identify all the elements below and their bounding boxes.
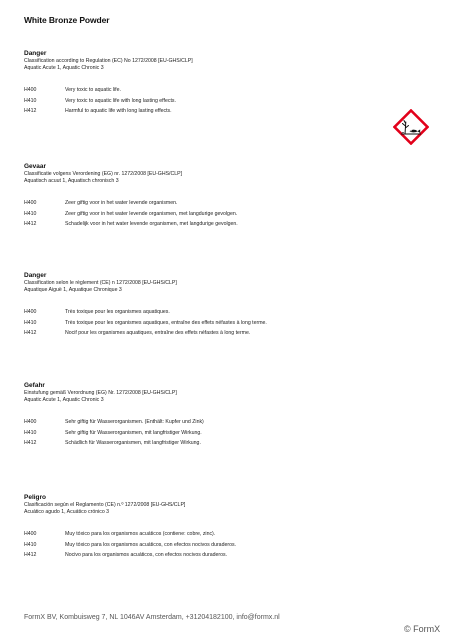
hazard-classes: Aquatic Acute 1, Aquatic Chronic 3 — [24, 396, 104, 403]
hazard-text: Sehr giftig für Wasserorganismen, mit langfristiger Wirkung. — [65, 429, 202, 436]
hazard-code: H412 — [24, 221, 37, 228]
classification-regulation: Classification selon le règlement (CE) n 1272/2008 [EU-GHS/CLP] — [24, 280, 177, 286]
signal-word: Peligro — [24, 494, 47, 501]
hazard-section-en — [24, 50, 424, 117]
hazard-statement — [24, 540, 424, 551]
hazard-code: H400 — [24, 531, 37, 538]
hazard-text: Très toxique pour les organismes aquatiques. — [65, 309, 170, 316]
hazard-code: H412 — [24, 440, 37, 447]
hazard-text: Schadelijk voor in het water levende organismen, met langdurige gevolgen. — [65, 221, 238, 228]
hazard-statement — [24, 106, 424, 117]
hazard-statement — [24, 219, 424, 230]
hazard-text: Harmful to aquatic life with long lasting effects. — [65, 108, 172, 115]
hazard-text: Nocivo para los organismos acuáticos, con efectos nocivos duraderos. — [65, 552, 228, 559]
hazard-statement — [24, 198, 424, 209]
hazard-statement — [24, 209, 424, 220]
hazard-code: H400 — [24, 200, 37, 207]
hazard-text: Zeer giftig voor in het water levende organismen. — [65, 200, 178, 207]
signal-word: Gevaar — [24, 163, 47, 170]
hazard-section-es — [24, 494, 424, 561]
hazard-code: H410 — [24, 210, 37, 217]
hazard-statements — [24, 198, 424, 230]
signal-word: Danger — [24, 272, 47, 279]
hazard-text: Muy tóxico para los organismos acuáticos, con efectos nocivos duraderos. — [65, 541, 236, 548]
hazard-text: Muy tóxico para los organismos acuáticos (contiene: cobre, zinc). — [65, 531, 216, 538]
ghs09-environment-icon — [393, 109, 429, 145]
hazard-code: H412 — [24, 108, 37, 115]
hazard-text: Très toxique pour les organismes aquatiques, entraîne des effets néfastes à long terme. — [65, 319, 267, 326]
hazard-statement — [24, 318, 424, 329]
hazard-statement — [24, 428, 424, 439]
hazard-classes: Acuático agudo 1, Acuático crónico 3 — [24, 508, 110, 515]
hazard-statement — [24, 85, 424, 96]
hazard-section-de — [24, 382, 424, 449]
hazard-statement — [24, 438, 424, 449]
hazard-classes: Aquatique Aiguë 1, Aquatique Chronique 3 — [24, 286, 122, 293]
signal-word: Gefahr — [24, 382, 45, 389]
hazard-statements — [24, 85, 424, 117]
hazard-section-fr — [24, 272, 424, 339]
hazard-code: H400 — [24, 87, 37, 94]
hazard-statement — [24, 307, 424, 318]
hazard-statement — [24, 550, 424, 561]
classification-regulation: Classificatie volgens Verordening (EG) nr. 1272/2008 [EU-GHS/CLP] — [24, 171, 183, 177]
formx-logo: © FormX — [404, 624, 441, 634]
hazard-statement — [24, 529, 424, 540]
classification-regulation: Classification according to Regulation (EC) No 1272/2008 [EU-GHS/CLP] — [24, 58, 193, 64]
hazard-code: H410 — [24, 319, 37, 326]
hazard-statement — [24, 417, 424, 428]
hazard-statements — [24, 307, 424, 339]
hazard-text: Sehr giftig für Wasserorganismen. (Enthält: Kupfer und Zink) — [65, 419, 204, 426]
classification-regulation: Einstufung gemäß Verordnung (EG) Nr. 1272/2008 [EU-GHS/CLP] — [24, 390, 177, 396]
hazard-code: H400 — [24, 309, 37, 316]
hazard-code: H410 — [24, 541, 37, 548]
hazard-text: Schädlich für Wasserorganismen, mit langfristiger Wirkung. — [65, 440, 201, 447]
hazard-code: H412 — [24, 552, 37, 559]
hazard-statements — [24, 529, 424, 561]
hazard-statement — [24, 96, 424, 107]
hazard-statements — [24, 417, 424, 449]
hazard-text: Very toxic to aquatic life with long lasting effects. — [65, 97, 176, 104]
hazard-code: H410 — [24, 97, 37, 104]
hazard-code: H410 — [24, 429, 37, 436]
hazard-code: H412 — [24, 330, 37, 337]
hazard-statement — [24, 328, 424, 339]
hazard-text: Nocif pour les organismes aquatiques, entraîne des effets néfastes à long terme. — [65, 330, 251, 337]
hazard-code: H400 — [24, 419, 37, 426]
hazard-classes: Aquatic Acute 1, Aquatic Chronic 3 — [24, 64, 104, 71]
document-title: White Bronze Powder — [24, 15, 110, 25]
hazard-text: Zeer giftig voor in het water levende organismen, met langdurige gevolgen. — [65, 210, 238, 217]
hazard-classes: Aquatisch acuut 1, Aquatisch chronisch 3 — [24, 177, 119, 184]
classification-regulation: Clasificación según el Reglamento (CE) n.º 1272/2008 [EU-GHS/CLP] — [24, 502, 186, 508]
hazard-section-nl — [24, 163, 424, 230]
footer-contact: FormX BV, Kombuisweg 7, NL 1046AV Amsterdam, +31204182100, info@formx.nl — [24, 614, 280, 621]
hazard-text: Very toxic to aquatic life. — [65, 87, 121, 94]
signal-word: Danger — [24, 50, 47, 57]
